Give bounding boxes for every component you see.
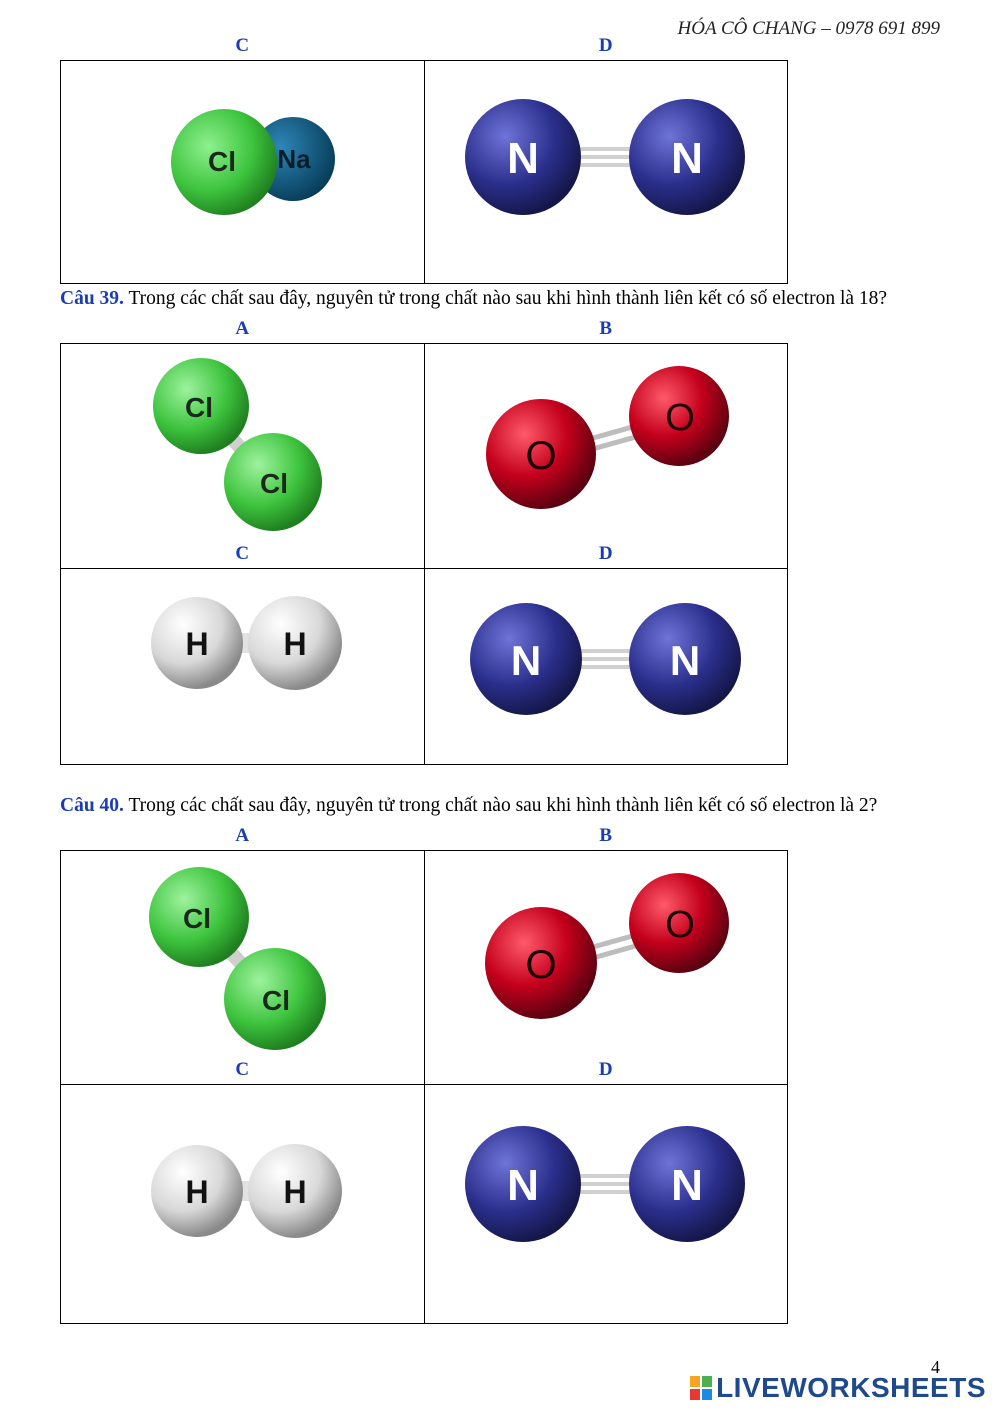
atom-symbol: N bbox=[506, 134, 539, 183]
question-number: Câu 39. bbox=[60, 288, 124, 309]
o2-molecule bbox=[425, 344, 789, 569]
atom-symbol: Cl bbox=[208, 146, 236, 177]
atom-symbol: Cl bbox=[183, 903, 211, 934]
option-cell[interactable] bbox=[61, 35, 425, 284]
option-label: A bbox=[235, 318, 250, 339]
n2-molecule bbox=[425, 569, 789, 765]
question-number: Câu 40. bbox=[60, 795, 124, 816]
atom-symbol: O bbox=[664, 397, 695, 439]
option-label: D bbox=[598, 35, 613, 56]
n2-molecule bbox=[425, 61, 789, 284]
atom-symbol: O bbox=[524, 943, 557, 987]
option-cell-c[interactable] bbox=[61, 543, 425, 765]
option-label: C bbox=[235, 543, 250, 564]
option-cell-d[interactable] bbox=[424, 543, 788, 765]
question-text: Trong các chất sau đây, nguyên tử trong chất nào sau khi hình thành liên kết có số electron là 18? bbox=[123, 288, 888, 309]
cl2-molecule bbox=[61, 344, 425, 569]
options-grid-prev bbox=[60, 35, 788, 284]
option-cell[interactable] bbox=[424, 35, 788, 284]
atom-symbol: Cl bbox=[260, 468, 288, 499]
question-39 bbox=[60, 284, 940, 314]
cl2-molecule bbox=[61, 851, 425, 1085]
option-cell-b[interactable] bbox=[424, 825, 788, 1085]
atom-symbol: N bbox=[506, 1161, 539, 1210]
atom-symbol: H bbox=[185, 1174, 209, 1210]
option-cell-a[interactable] bbox=[61, 318, 425, 569]
option-label: D bbox=[598, 543, 613, 564]
options-grid-q39 bbox=[60, 318, 788, 765]
atom-symbol: O bbox=[524, 434, 557, 478]
option-cell-a[interactable] bbox=[61, 825, 425, 1085]
question-40 bbox=[60, 791, 940, 821]
option-label: B bbox=[599, 825, 613, 846]
brand-logo[interactable] bbox=[690, 1372, 986, 1404]
question-text: Trong các chất sau đây, nguyên tử trong chất nào sau khi hình thành liên kết có số electron là 2? bbox=[123, 795, 878, 816]
atom-symbol: O bbox=[664, 904, 695, 946]
option-cell-d[interactable] bbox=[424, 1059, 788, 1324]
option-label: D bbox=[598, 1059, 613, 1080]
atom-symbol: N bbox=[510, 637, 541, 684]
atom-symbol: H bbox=[283, 1174, 307, 1210]
atom-symbol: H bbox=[185, 626, 209, 662]
o2-molecule bbox=[425, 851, 789, 1085]
nacl-molecule bbox=[61, 61, 425, 284]
option-cell-b[interactable] bbox=[424, 318, 788, 569]
options-grid-q40 bbox=[60, 825, 788, 1324]
page-number: 4 bbox=[931, 1357, 940, 1377]
atom-symbol: N bbox=[670, 134, 703, 183]
liveworksheets-icon bbox=[690, 1376, 712, 1400]
option-cell-c[interactable] bbox=[61, 1059, 425, 1324]
brand-text: LIVEWORKSHEETS bbox=[716, 1372, 986, 1403]
page-header: HÓA CÔ CHANG – 0978 691 899 bbox=[677, 18, 940, 39]
atom-symbol: Na bbox=[277, 144, 311, 174]
n2-molecule bbox=[425, 1085, 789, 1324]
atom-symbol: Cl bbox=[262, 985, 290, 1016]
option-label: A bbox=[235, 825, 250, 846]
option-label: C bbox=[235, 1059, 250, 1080]
option-label: C bbox=[235, 35, 250, 56]
atom-symbol: N bbox=[670, 1161, 703, 1210]
atom-symbol: N bbox=[669, 637, 700, 684]
atom-symbol: Cl bbox=[185, 392, 213, 423]
h2-molecule bbox=[61, 1085, 425, 1324]
option-label: B bbox=[599, 318, 613, 339]
atom-symbol: H bbox=[283, 626, 307, 662]
h2-molecule bbox=[61, 569, 425, 765]
